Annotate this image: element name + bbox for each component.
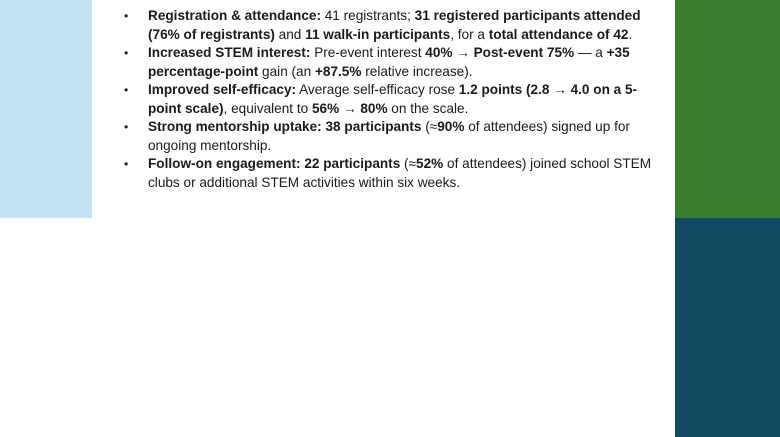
bullet-emphasis-text: Increased STEM interest: — [148, 45, 311, 60]
bullet-emphasis-text: total attendance of 42 — [488, 26, 629, 42]
bullet-emphasis-text: 22 participants — [304, 156, 401, 171]
bullet-text: on the scale. — [387, 100, 469, 116]
bullet-emphasis-text: 52% — [416, 156, 444, 171]
bullet-text: of attendees) joined school STEM clubs or additional STEM activities within six weeks. — [148, 156, 652, 190]
bullet-emphasis-text: 31 registered participants attended (76% of registrants) — [148, 8, 641, 42]
bullet-emphasis-text: Strong mentorship uptake: — [148, 119, 322, 134]
bullet-text: gain (an — [258, 63, 315, 79]
bullet-stem-interest — [122, 44, 652, 81]
bullet-text: — a — [574, 45, 607, 60]
bullet-text: of attendees) signed up for ongoing mentorship. — [148, 119, 630, 153]
bullet-follow-on-engagement — [122, 155, 652, 192]
bullet-text: Average self-efficacy rose — [296, 82, 459, 97]
bullet-emphasis-text: 90% — [437, 119, 465, 134]
bullet-emphasis-text: +35 percentage-point — [148, 45, 630, 79]
bullet-emphasis-text: +87.5% — [314, 63, 362, 79]
bullet-text: Pre-event interest — [310, 45, 426, 60]
bullet-text: relative increase). — [361, 63, 473, 79]
bullet-text: , equivalent to — [223, 100, 312, 116]
results-bullet-list — [122, 7, 652, 192]
left-accent-block — [0, 0, 92, 218]
bullet-text: . — [628, 26, 633, 42]
bullet-text: and — [274, 26, 306, 42]
bullet-dot-icon: • — [124, 9, 129, 23]
bullet-self-efficacy — [122, 81, 652, 118]
bullet-emphasis-text: 11 walk-in participants — [305, 26, 451, 42]
bullet-emphasis-text: 1.2 points (2.8 → 4.0 on a 5-point scale) — [148, 82, 638, 116]
bullet-dot-icon: • — [124, 46, 129, 60]
bullet-mentorship-uptake — [122, 118, 652, 155]
bullet-emphasis-text: Follow-on engagement: — [148, 156, 301, 171]
right-band-navy — [675, 218, 780, 437]
bullet-text: 41 registrants; — [320, 8, 415, 23]
bullet-dot-icon: • — [124, 157, 129, 171]
bullet-registration-attendance — [122, 7, 652, 44]
bullet-text: , for a — [450, 26, 489, 42]
bullet-dot-icon: • — [124, 83, 129, 97]
bullet-emphasis-text: Registration & attendance: — [148, 8, 321, 23]
bullet-emphasis-text: Improved self-efficacy: — [148, 82, 297, 97]
bullet-text: (≈ — [400, 156, 417, 171]
bullet-emphasis-text: 40% → Post-event 75% — [425, 45, 575, 60]
results-content — [122, 7, 652, 192]
bullet-dot-icon: • — [124, 120, 129, 134]
bullet-text: (≈ — [421, 119, 438, 134]
bullet-emphasis-text: 38 participants — [325, 119, 422, 134]
right-band-green — [675, 0, 780, 218]
bullet-emphasis-text: 56% → 80% — [311, 100, 388, 116]
